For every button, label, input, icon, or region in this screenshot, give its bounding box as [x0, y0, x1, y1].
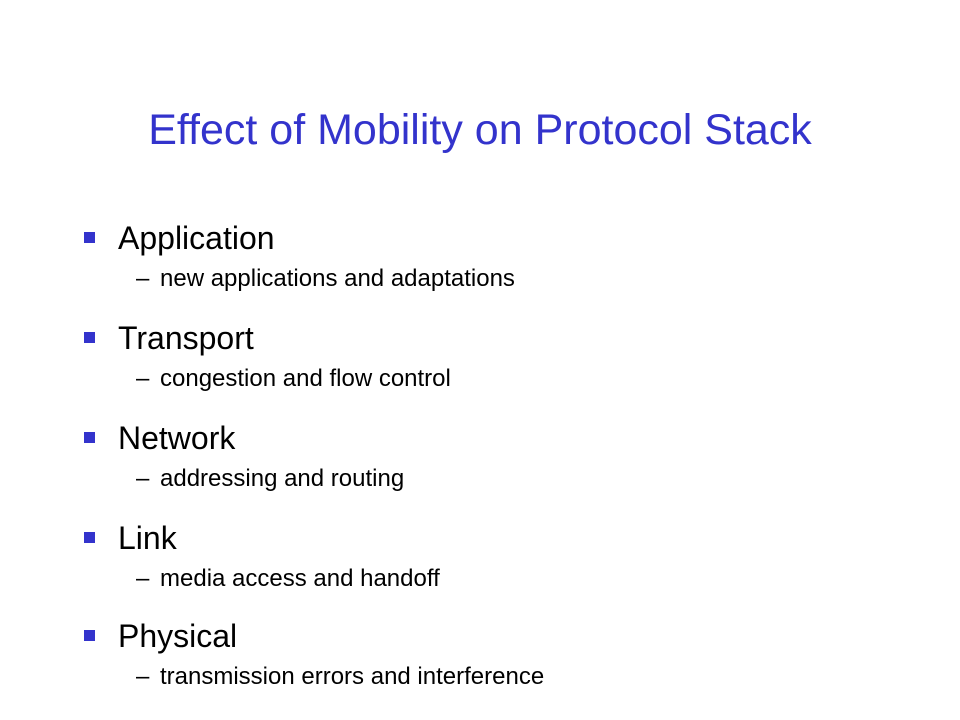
square-bullet-icon	[84, 432, 95, 443]
dash-icon: –	[136, 365, 150, 392]
bullet-label: Application	[118, 220, 275, 256]
bullet-detail: congestion and flow control	[160, 365, 451, 392]
dash-icon: –	[136, 565, 150, 592]
bullet-detail: transmission errors and interference	[160, 663, 545, 690]
bullet-detail: new applications and adaptations	[160, 265, 515, 292]
bullet-label: Link	[118, 520, 177, 556]
square-bullet-icon	[84, 232, 95, 243]
square-bullet-icon	[84, 332, 95, 343]
bullet-label: Network	[118, 420, 236, 456]
slide-title: Effect of Mobility on Protocol Stack	[148, 106, 812, 154]
bullet-label: Physical	[118, 618, 238, 654]
square-bullet-icon	[84, 630, 95, 641]
bullet-detail: addressing and routing	[160, 465, 405, 492]
dash-icon: –	[136, 265, 150, 292]
square-bullet-icon	[84, 532, 95, 543]
dash-icon: –	[136, 465, 150, 492]
bullet-label: Transport	[118, 320, 254, 356]
dash-icon: –	[136, 663, 150, 690]
bullet-detail: media access and handoff	[160, 565, 440, 592]
